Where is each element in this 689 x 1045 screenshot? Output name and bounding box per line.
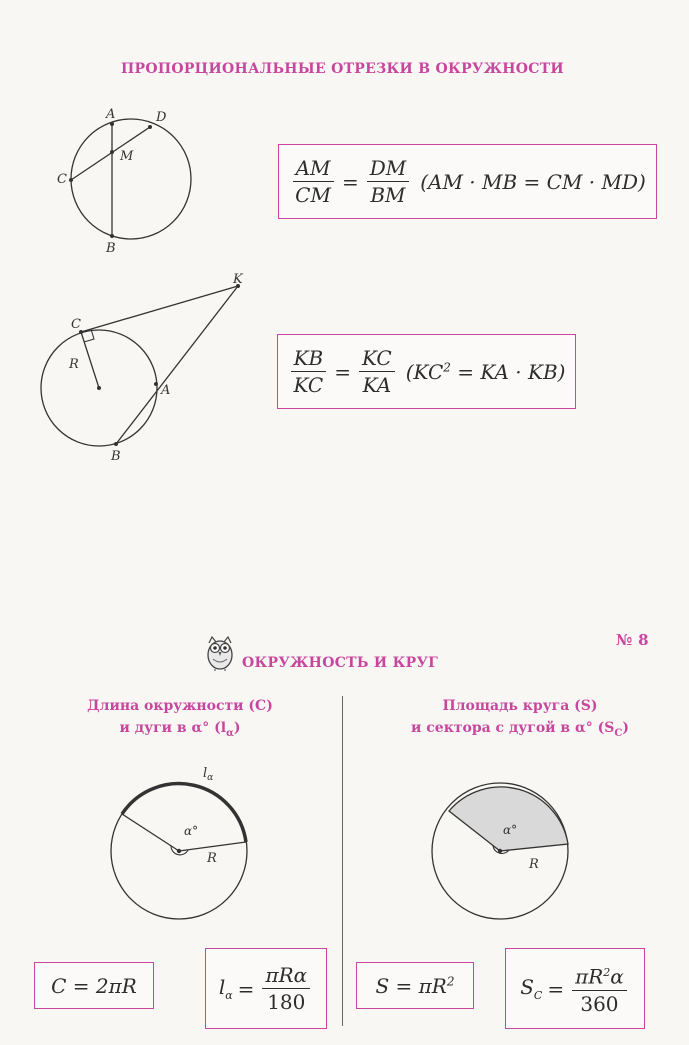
label-A: A [161,383,171,398]
circle-area-formula: $S = \pi R^2$ [375,973,455,998]
label-K: K [233,272,243,287]
equals-sign: = [341,169,359,194]
circle-area-formula-box [356,962,474,1009]
sector-area-diagram [425,768,585,928]
fraction-numerator: $\pi R^2\alpha$ [572,961,627,991]
label-B: B [106,241,116,256]
fraction-denominator: 360 [580,991,619,1016]
fraction-numerator: KB [291,346,327,372]
label-A: A [106,107,116,122]
arc-length-formula-box [205,948,327,1029]
fraction-numerator: AM [293,156,334,182]
label-C: C [57,172,67,187]
circumference-formula: C = 2πR [51,973,137,998]
fraction-denominator: 180 [267,990,306,1014]
fraction-denominator: KC [293,373,324,397]
fraction-numerator: πRα [262,963,310,989]
page-number: № 8 [616,631,649,649]
area-header [370,695,670,745]
tangent-secant-diagram [35,270,255,470]
fraction-numerator: DM [367,156,410,182]
circumference-formula-box [34,962,154,1009]
chords-diagram [40,100,210,260]
section-title-proportional-segments: ПРОПОРЦИОНАЛЬНЫЕ ОТРЕЗКИ В ОКРУЖНОСТИ [121,61,564,77]
fraction-denominator: CM [295,183,331,207]
header-line: Длина окружности (C) [87,698,273,714]
radius-label: R [207,851,217,866]
label-B: B [111,449,121,464]
circumference-header [40,695,320,745]
equals-sign: = [547,976,565,1001]
equals-sign: = [237,976,255,1001]
arc-length-diagram [100,760,260,920]
label-M: M [120,149,134,164]
arc-length-symbol: $l_\alpha$ [218,975,233,1002]
chord-formula-box [278,144,657,219]
owl-icon [203,633,237,671]
fraction-numerator: KC [359,346,395,372]
header-line: и дуги в α° $(l_\alpha)$ [119,720,241,739]
tangent-formula-box [277,334,576,409]
header-line: и сектора с дугой в α° $(S_C)$ [411,720,629,739]
equals-sign: = [334,359,352,384]
header-line: Площадь круга (S) [442,698,598,714]
fraction-denominator: KA [362,373,392,397]
radius-label: R [529,857,539,872]
arc-label: $l_\alpha$ [203,766,214,783]
sector-area-formula-box [505,948,645,1029]
column-divider [342,696,343,1026]
section-title-circle: ОКРУЖНОСТЬ И КРУГ [242,655,439,671]
label-R: R [69,357,79,372]
label-C: C [71,317,81,332]
angle-label: α° [184,824,199,838]
chord-product-formula: (AM · MB = CM · MD) [420,169,646,194]
tangent-product-formula: ($KC^2$ = KA · KB) [405,359,566,384]
angle-label: α° [503,823,518,837]
label-D: D [156,110,167,125]
fraction-denominator: BM [370,183,406,207]
sector-area-symbol: $S_C$ [520,975,543,1002]
